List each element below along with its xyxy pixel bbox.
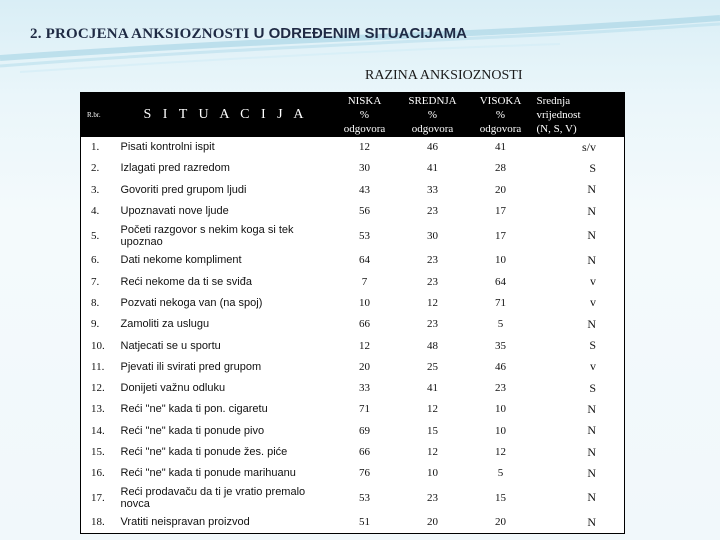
row-niska-percent: 56 (359, 205, 370, 218)
row-visoka-percent: 64 (495, 275, 506, 288)
row-mean-value: N (587, 444, 596, 459)
row-situation: Pjevati ili svirati pred grupom (120, 360, 262, 373)
row-srednja-percent: 23 (427, 254, 438, 267)
row-srednja-percent: 23 (427, 205, 438, 218)
row-number: 5. (91, 229, 100, 242)
row-mean-value: S (589, 380, 596, 395)
table-row (81, 377, 625, 398)
row-number: 8. (91, 296, 100, 309)
row-situation: Upoznavati nove ljude (120, 205, 229, 218)
row-situation: Reći "ne" kada ti ponude žes. piće (120, 446, 288, 458)
table-row (81, 420, 625, 441)
row-niska-percent: 69 (359, 424, 370, 437)
row-niska-percent: 64 (359, 254, 370, 267)
row-mean-value: v (590, 295, 596, 310)
row-mean-value: N (587, 203, 596, 218)
row-situation: Donijeti važnu odluku (120, 382, 226, 395)
row-niska-percent: 20 (359, 360, 370, 373)
row-srednja-percent: 41 (427, 162, 438, 175)
row-visoka-percent: 10 (495, 403, 506, 416)
row-srednja-percent: 12 (427, 296, 438, 309)
row-srednja-percent: 12 (427, 403, 438, 416)
row-situation: Reći "ne" kada ti ponude marihuanu (120, 467, 296, 480)
table-row (81, 441, 625, 462)
row-visoka-percent: 23 (495, 382, 506, 395)
row-srednja-percent: 23 (427, 275, 438, 288)
row-mean-value: v (590, 359, 596, 374)
header-niska: NISKA % odgovora (343, 94, 386, 135)
row-srednja-percent: 23 (427, 491, 438, 504)
row-situation: Dati nekome kompliment (120, 254, 242, 267)
row-mean-value: s/v (581, 139, 596, 154)
table-body (81, 137, 625, 534)
header-srednja-vrijednost: Srednja vrijednost (N, S, V) (536, 94, 581, 135)
row-visoka-percent: 17 (495, 205, 506, 218)
row-visoka-percent: 12 (495, 446, 506, 458)
row-mean-value: N (587, 490, 596, 505)
row-visoka-percent: 17 (495, 229, 506, 242)
table-row (81, 250, 625, 271)
row-mean-value: N (587, 182, 596, 197)
row-situation: Reći "ne" kada ti ponude pivo (120, 424, 265, 437)
row-situation: Natjecati se u sportu (120, 339, 221, 352)
row-number: 4. (91, 205, 100, 218)
table-row (81, 200, 625, 221)
row-visoka-percent: 10 (495, 424, 506, 437)
row-visoka-percent: 28 (495, 162, 506, 175)
row-srednja-percent: 41 (427, 382, 438, 395)
row-niska-percent: 12 (359, 339, 370, 352)
row-niska-percent: 10 (359, 296, 370, 309)
anxiety-table (80, 92, 625, 534)
table-row (81, 399, 625, 420)
row-situation: Početi razgovor s nekim koga si tek upoznao (120, 223, 294, 248)
row-number: 16. (91, 467, 105, 480)
header-situacija: S I T U A C I J A (143, 106, 308, 122)
table-row (81, 179, 625, 200)
table-row (81, 356, 625, 377)
row-number: 3. (91, 183, 100, 196)
row-srednja-percent: 25 (427, 360, 438, 373)
row-visoka-percent: 5 (497, 467, 504, 480)
row-niska-percent: 7 (361, 275, 368, 288)
table-row (81, 335, 625, 356)
row-number: 18. (91, 516, 105, 529)
table-row (81, 463, 625, 484)
header-rbr: R.br. (87, 110, 101, 119)
table-row (81, 158, 625, 179)
table-row (81, 271, 625, 292)
row-srednja-percent: 12 (427, 446, 438, 458)
row-number: 17. (91, 491, 105, 504)
row-mean-value: v (590, 274, 596, 289)
row-srednja-percent: 30 (427, 229, 438, 242)
row-visoka-percent: 15 (495, 491, 506, 504)
row-srednja-percent: 20 (427, 516, 438, 529)
row-visoka-percent: 20 (495, 516, 506, 529)
row-number: 1. (91, 141, 100, 154)
row-number: 10. (91, 339, 105, 352)
row-visoka-percent: 35 (495, 339, 506, 352)
row-mean-value: N (587, 401, 596, 416)
row-mean-value: N (587, 465, 596, 480)
row-mean-value: N (587, 252, 596, 267)
row-number: 13. (91, 403, 105, 416)
row-niska-percent: 12 (359, 141, 370, 154)
row-situation: Pozvati nekoga van (na spoj) (120, 296, 263, 309)
row-number: 12. (91, 382, 105, 395)
row-situation: Vratiti neispravan proizvod (120, 516, 250, 529)
row-situation: Govoriti pred grupom ljudi (120, 183, 247, 196)
row-number: 14. (91, 424, 105, 437)
row-srednja-percent: 23 (427, 318, 438, 331)
table-row (81, 512, 625, 533)
row-visoka-percent: 10 (495, 254, 506, 267)
row-niska-percent: 51 (359, 516, 370, 529)
row-number: 15. (91, 446, 105, 458)
row-mean-value: S (589, 160, 596, 175)
row-visoka-percent: 5 (497, 318, 504, 331)
row-mean-value: N (587, 423, 596, 438)
row-situation: Zamoliti za uslugu (120, 318, 210, 331)
row-mean-value: S (589, 338, 596, 353)
table-header-row (81, 93, 625, 137)
row-number: 6. (91, 254, 100, 267)
row-mean-value: N (587, 514, 596, 529)
row-niska-percent: 76 (359, 467, 370, 480)
row-situation: Reći "ne" kada ti pon. cigaretu (120, 403, 268, 416)
row-niska-percent: 71 (359, 403, 370, 416)
row-srednja-percent: 48 (427, 339, 438, 352)
row-srednja-percent: 15 (427, 424, 438, 437)
row-niska-percent: 43 (359, 183, 370, 196)
row-niska-percent: 33 (359, 382, 370, 395)
row-number: 9. (91, 318, 100, 331)
row-niska-percent: 53 (359, 229, 370, 242)
table-row (81, 484, 625, 512)
row-visoka-percent: 46 (495, 360, 506, 373)
row-mean-value: N (587, 228, 596, 243)
row-situation: Reći prodavaču da ti je vratio premalo novca (120, 485, 306, 510)
row-visoka-percent: 41 (495, 141, 506, 154)
row-situation: Izlagati pred razredom (120, 162, 230, 175)
row-niska-percent: 66 (359, 318, 370, 331)
row-niska-percent: 30 (359, 162, 370, 175)
row-srednja-percent: 33 (427, 183, 438, 196)
subtitle: RAZINA ANKSIOZNOSTI (365, 68, 523, 83)
header-visoka: VISOKA % odgovora (479, 94, 522, 135)
table-row (81, 137, 625, 158)
row-situation: Pisati kontrolni ispit (120, 141, 215, 154)
row-mean-value: N (587, 316, 596, 331)
row-visoka-percent: 71 (495, 296, 506, 309)
table-row (81, 222, 625, 250)
row-srednja-percent: 10 (427, 467, 438, 480)
row-number: 2. (91, 162, 100, 175)
row-niska-percent: 53 (359, 491, 370, 504)
row-number: 11. (91, 360, 105, 373)
row-situation: Reći nekome da ti se sviđa (120, 275, 252, 288)
row-srednja-percent: 46 (427, 141, 438, 154)
slide-title: 2. PROCJENA ANKSIOZNOSTI U ODREĐENIM SITUACIJAMA (30, 25, 467, 42)
row-niska-percent: 66 (359, 446, 370, 458)
row-visoka-percent: 20 (495, 183, 506, 196)
table-row (81, 314, 625, 335)
table-row (81, 292, 625, 313)
row-number: 7. (91, 275, 100, 288)
header-srednja: SREDNJA % odgovora (408, 94, 457, 135)
